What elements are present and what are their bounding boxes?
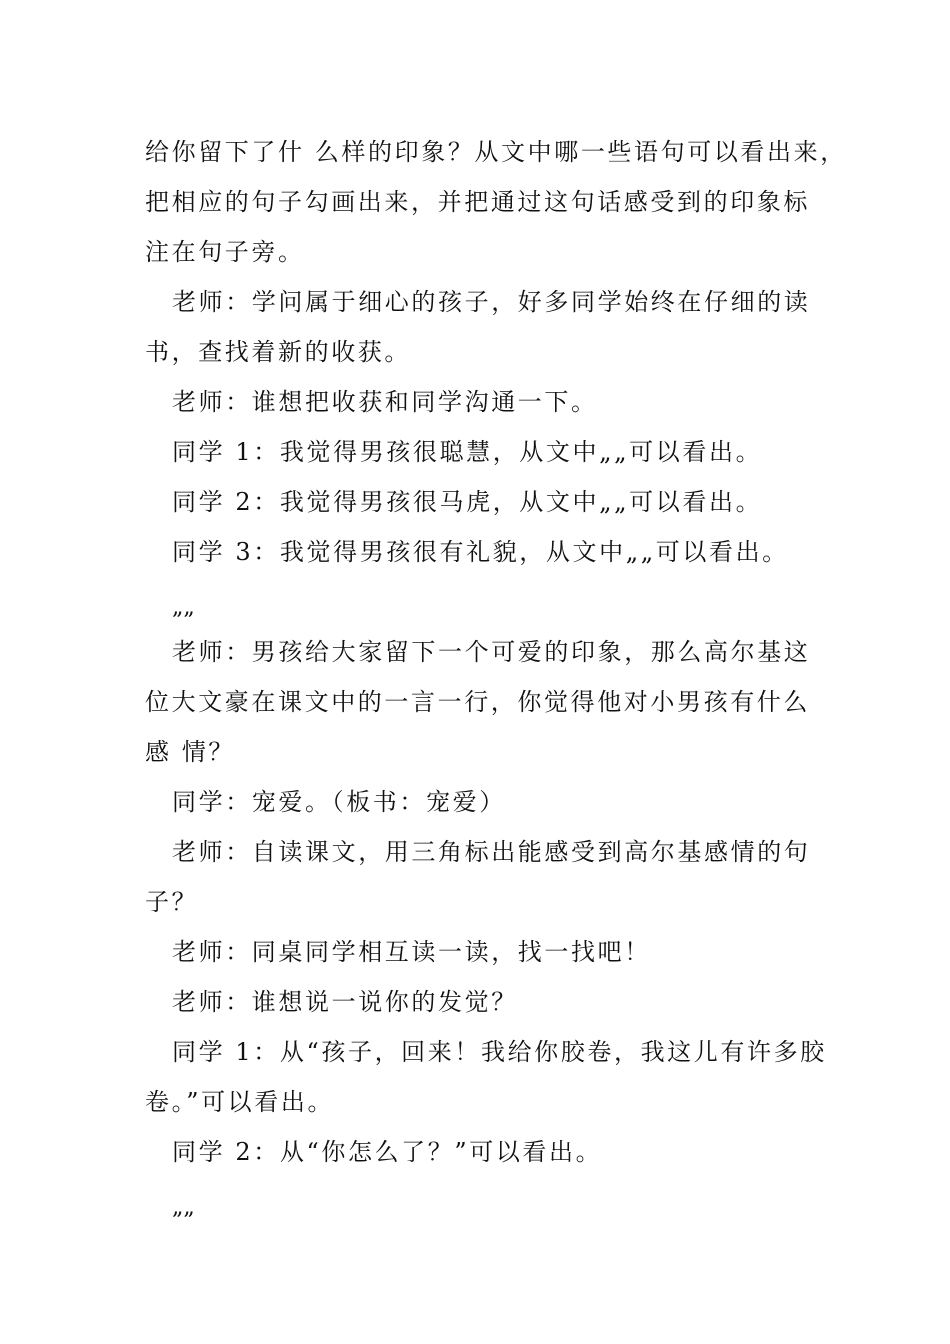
ellipsis-mark: „„ bbox=[172, 595, 195, 620]
paragraph-line-2: 把相应的句子勾画出来，并把通过这句话感受到的印象标 bbox=[145, 188, 810, 216]
teacher-line: 老师：谁想说一说你的发觉？ bbox=[172, 988, 518, 1016]
paragraph-line-20: 卷。”可以看出。 bbox=[145, 1088, 335, 1116]
teacher-line: 老师：自读课文，用三角标出能感受到高尔基感情的句 bbox=[172, 838, 811, 866]
teacher-line: 老师：学问属于细心的孩子，好多同学始终在仔细的读 bbox=[172, 288, 811, 316]
student-line: 同学 2：我觉得男孩很马虎，从文中„„可以看出。 bbox=[172, 488, 763, 516]
teacher-line: 老师：男孩给大家留下一个可爱的印象，那么高尔基这 bbox=[172, 638, 811, 666]
student-line: 同学 3：我觉得男孩很有礼貌，从文中„„可以看出。 bbox=[172, 538, 789, 566]
paragraph-line-1: 给你留下了什 么样的印象？从文中哪一些语句可以看出来， bbox=[145, 138, 847, 166]
ellipsis-mark: „„ bbox=[172, 1195, 195, 1220]
paragraph-line-16: 子？ bbox=[145, 888, 199, 916]
teacher-line: 老师：同桌同学相互读一读，找一找吧！ bbox=[172, 938, 651, 966]
paragraph-line-12: 位大文豪在课文中的一言一行，你觉得他对小男孩有什么 bbox=[145, 688, 810, 716]
teacher-line: 老师：谁想把收获和同学沟通一下。 bbox=[172, 388, 598, 416]
student-line: 同学 1：我觉得男孩很聪慧，从文中„„可以看出。 bbox=[172, 438, 763, 466]
student-line: 同学：宠爱。（板书：宠爱） bbox=[172, 788, 506, 816]
paragraph-line-5: 书，查找着新的收获。 bbox=[145, 338, 411, 366]
student-line: 同学 1：从“孩子，回来！我给你胶卷，我这儿有许多胶 bbox=[172, 1038, 827, 1066]
student-line: 同学 2：从“你怎么了？”可以看出。 bbox=[172, 1138, 603, 1166]
paragraph-line-3: 注在句子旁。 bbox=[145, 238, 305, 266]
paragraph-line-13: 感 情？ bbox=[145, 738, 236, 766]
